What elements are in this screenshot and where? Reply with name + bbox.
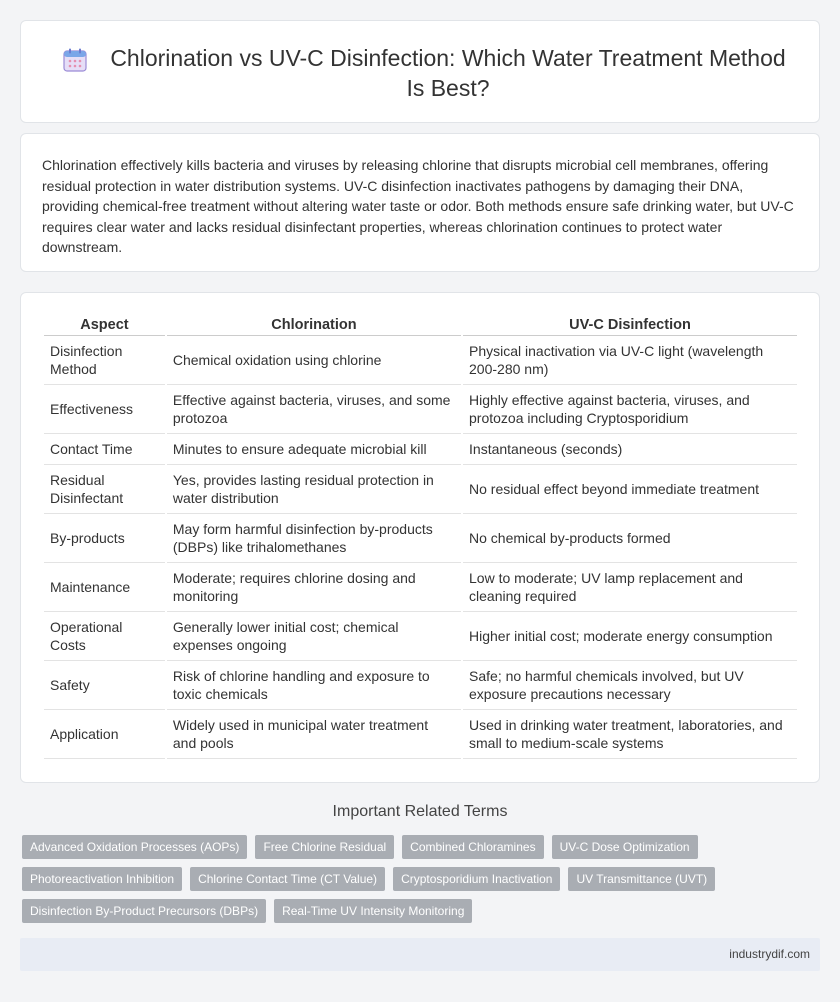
table-row <box>44 465 797 514</box>
aspect-cell: Residual Disinfectant <box>44 465 165 514</box>
uvc-cell: Instantaneous (seconds) <box>463 434 797 465</box>
related-term-tag[interactable]: Cryptosporidium Inactivation <box>393 867 560 891</box>
page-title: Chlorination vs UV-C Disinfection: Which Water Treatment Method Is Best? <box>110 45 786 101</box>
table-row <box>44 514 797 563</box>
chlorination-cell: Risk of chlorine handling and exposure to toxic chemicals <box>167 661 461 710</box>
table-row <box>44 434 797 465</box>
uvc-cell: Highly effective against bacteria, viruses, and protozoa including Cryptosporidium <box>463 385 797 434</box>
uvc-cell: Physical inactivation via UV-C light (wavelength 200-280 nm) <box>463 336 797 385</box>
calendar-grid-icon <box>62 47 88 73</box>
comparison-table-card <box>20 292 820 783</box>
related-term-tag[interactable]: Advanced Oxidation Processes (AOPs) <box>22 835 247 859</box>
related-term-tag[interactable]: UV-C Dose Optimization <box>552 835 698 859</box>
table-row <box>44 710 797 759</box>
related-terms-tags <box>22 835 722 931</box>
related-term-tag[interactable]: Disinfection By-Product Precursors (DBPs) <box>22 899 266 923</box>
chlorination-cell: Generally lower initial cost; chemical expenses ongoing <box>167 612 461 661</box>
table-row <box>44 612 797 661</box>
title-row <box>51 43 799 103</box>
related-term-tag[interactable]: Combined Chloramines <box>402 835 543 859</box>
chlorination-cell: Minutes to ensure adequate microbial kill <box>167 434 461 465</box>
footer-site-link[interactable]: industrydif.com <box>729 947 810 961</box>
header-uvc: UV-C Disinfection <box>463 314 797 336</box>
comparison-table <box>42 314 799 759</box>
aspect-cell: Maintenance <box>44 563 165 612</box>
chlorination-cell: Yes, provides lasting residual protection in water distribution <box>167 465 461 514</box>
related-term-tag[interactable]: Free Chlorine Residual <box>255 835 394 859</box>
table-row <box>44 385 797 434</box>
tag-row <box>22 867 722 891</box>
table-header-row <box>44 314 797 336</box>
aspect-cell: Application <box>44 710 165 759</box>
table-row <box>44 661 797 710</box>
aspect-cell: Operational Costs <box>44 612 165 661</box>
aspect-cell: By-products <box>44 514 165 563</box>
related-term-tag[interactable]: Real-Time UV Intensity Monitoring <box>274 899 472 923</box>
uvc-cell: No chemical by-products formed <box>463 514 797 563</box>
uvc-cell: Low to moderate; UV lamp replacement and cleaning required <box>463 563 797 612</box>
table-row <box>44 563 797 612</box>
uvc-cell: No residual effect beyond immediate treatment <box>463 465 797 514</box>
header-chlorination: Chlorination <box>167 314 461 336</box>
tag-row <box>22 835 722 859</box>
uvc-cell: Safe; no harmful chemicals involved, but UV exposure precautions necessary <box>463 661 797 710</box>
title-card <box>20 20 820 123</box>
table-row <box>44 336 797 385</box>
chlorination-cell: Effective against bacteria, viruses, and some protozoa <box>167 385 461 434</box>
uvc-cell: Higher initial cost; moderate energy consumption <box>463 612 797 661</box>
header-aspect: Aspect <box>44 314 165 336</box>
footer <box>20 938 820 971</box>
chlorination-cell: Moderate; requires chlorine dosing and monitoring <box>167 563 461 612</box>
intro-card <box>20 133 820 272</box>
intro-paragraph: Chlorination effectively kills bacteria and viruses by releasing chlorine that disrupts microbial cell membranes, offering residual protection in water distribution systems. UV-C disinfection inactivates pathogens by damaging their DNA, providing chemical-free treatment without altering water taste or odor. Both methods ensure safe drinking water, but UV-C requires clear water and lacks residual disinfectant properties, whereas chlorination continues to protect water downstream. <box>42 157 794 255</box>
related-term-tag[interactable]: UV Transmittance (UVT) <box>568 867 715 891</box>
uvc-cell: Used in drinking water treatment, laboratories, and small to medium-scale systems <box>463 710 797 759</box>
aspect-cell: Contact Time <box>44 434 165 465</box>
related-terms-heading: Important Related Terms <box>332 803 508 820</box>
related-term-tag[interactable]: Photoreactivation Inhibition <box>22 867 182 891</box>
chlorination-cell: Widely used in municipal water treatment and pools <box>167 710 461 759</box>
aspect-cell: Safety <box>44 661 165 710</box>
tag-row <box>22 899 722 923</box>
aspect-cell: Effectiveness <box>44 385 165 434</box>
aspect-cell: Disinfection Method <box>44 336 165 385</box>
chlorination-cell: Chemical oxidation using chlorine <box>167 336 461 385</box>
chlorination-cell: May form harmful disinfection by-products (DBPs) like trihalomethanes <box>167 514 461 563</box>
related-term-tag[interactable]: Chlorine Contact Time (CT Value) <box>190 867 385 891</box>
